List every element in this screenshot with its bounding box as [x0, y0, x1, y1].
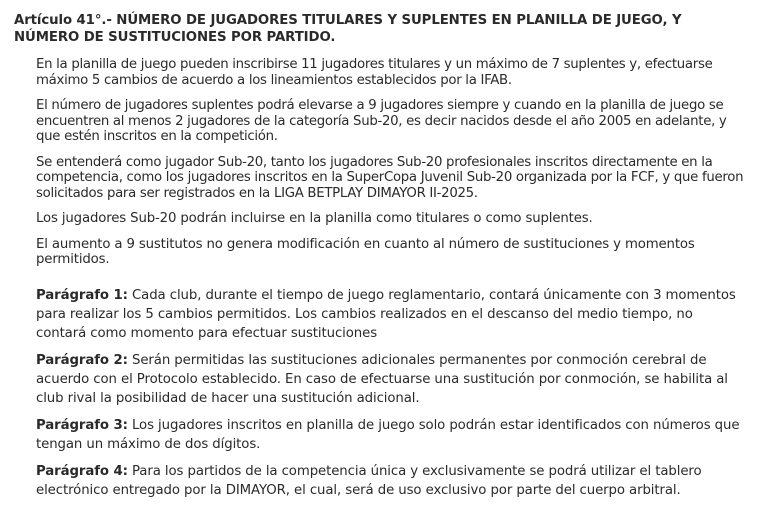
paragrafo-4 — [36, 462, 744, 500]
paragrafo-1-text: Cada club, durante el tiempo de juego reglamentario, contará únicamente con 3 momentos para realizar los 5 cambios permitidos. Los cambios realizados en el descanso del medio tiempo, no contará como momento para efectuar sustituciones — [36, 287, 736, 341]
paragraph-4: Los jugadores Sub-20 podrán incluirse en la planilla como titulares o como suplentes. — [36, 211, 593, 226]
paragrafo-3-text: Los jugadores inscritos en planilla de juego solo podrán estar identificados con números que tengan un máximo de dos dígitos. — [36, 417, 740, 452]
paragrafo-3-label: Parágrafo 3: — [36, 417, 128, 433]
paragraph-1: En la planilla de juego pueden inscribirse 11 jugadores titulares y un máximo de 7 suplentes y, efectuarse máximo 5 cambios de acuerdo a los lineamientos establecidos por la IFAB. — [36, 57, 713, 88]
paragrafo-2 — [36, 351, 744, 408]
spacer — [36, 278, 744, 286]
article-body — [14, 57, 744, 500]
paragrafo-4-label: Parágrafo 4: — [36, 463, 128, 479]
paragrafo-1 — [36, 286, 744, 343]
paragraph-3: Se entenderá como jugador Sub-20, tanto los jugadores Sub-20 profesionales inscritos directamente en la competencia, como los jugadores inscritos en la SuperCopa Juvenil Sub-20 organizada por la FCF, y que fueron solicitados para ser registrados en la LIGA BETPLAY DIMAYOR II-2025. — [36, 154, 744, 201]
paragrafo-1-label: Parágrafo 1: — [36, 287, 128, 303]
paragraph-2: El número de jugadores suplentes podrá elevarse a 9 jugadores siempre y cuando en la planilla de juego se encuentren al menos 2 jugadores de la categoría Sub-20, es decir nacidos desde el año 2005 en adelante, y que estén inscritos en la competición. — [36, 98, 727, 144]
paragrafo-4-text: Para los partidos de la competencia única y exclusivamente se podrá utilizar el tablero electrónico entregado por la DIMAYOR, el cual, será de uso exclusivo por parte del cuerpo arbitral. — [36, 463, 702, 498]
paragrafo-2-text: Serán permitidas las sustituciones adicionales permanentes por conmoción cerebral de acuerdo con el Protocolo establecido. En caso de efectuarse una sustitución por conmoción, se habilita al club rival la posibilidad de hacer una sustitución adicional. — [36, 352, 728, 406]
paragrafo-3 — [36, 416, 744, 454]
article-title: Artículo 41°.- NÚMERO DE JUGADORES TITULARES Y SUPLENTES EN PLANILLA DE JUEGO, Y NÚMERO DE SUSTITUCIONES POR PARTIDO. — [14, 13, 682, 45]
paragrafo-2-label: Parágrafo 2: — [36, 352, 128, 368]
paragraph-5: El aumento a 9 sustitutos no genera modificación en cuanto al número de sustituciones y momentos permitidos. — [36, 236, 695, 267]
